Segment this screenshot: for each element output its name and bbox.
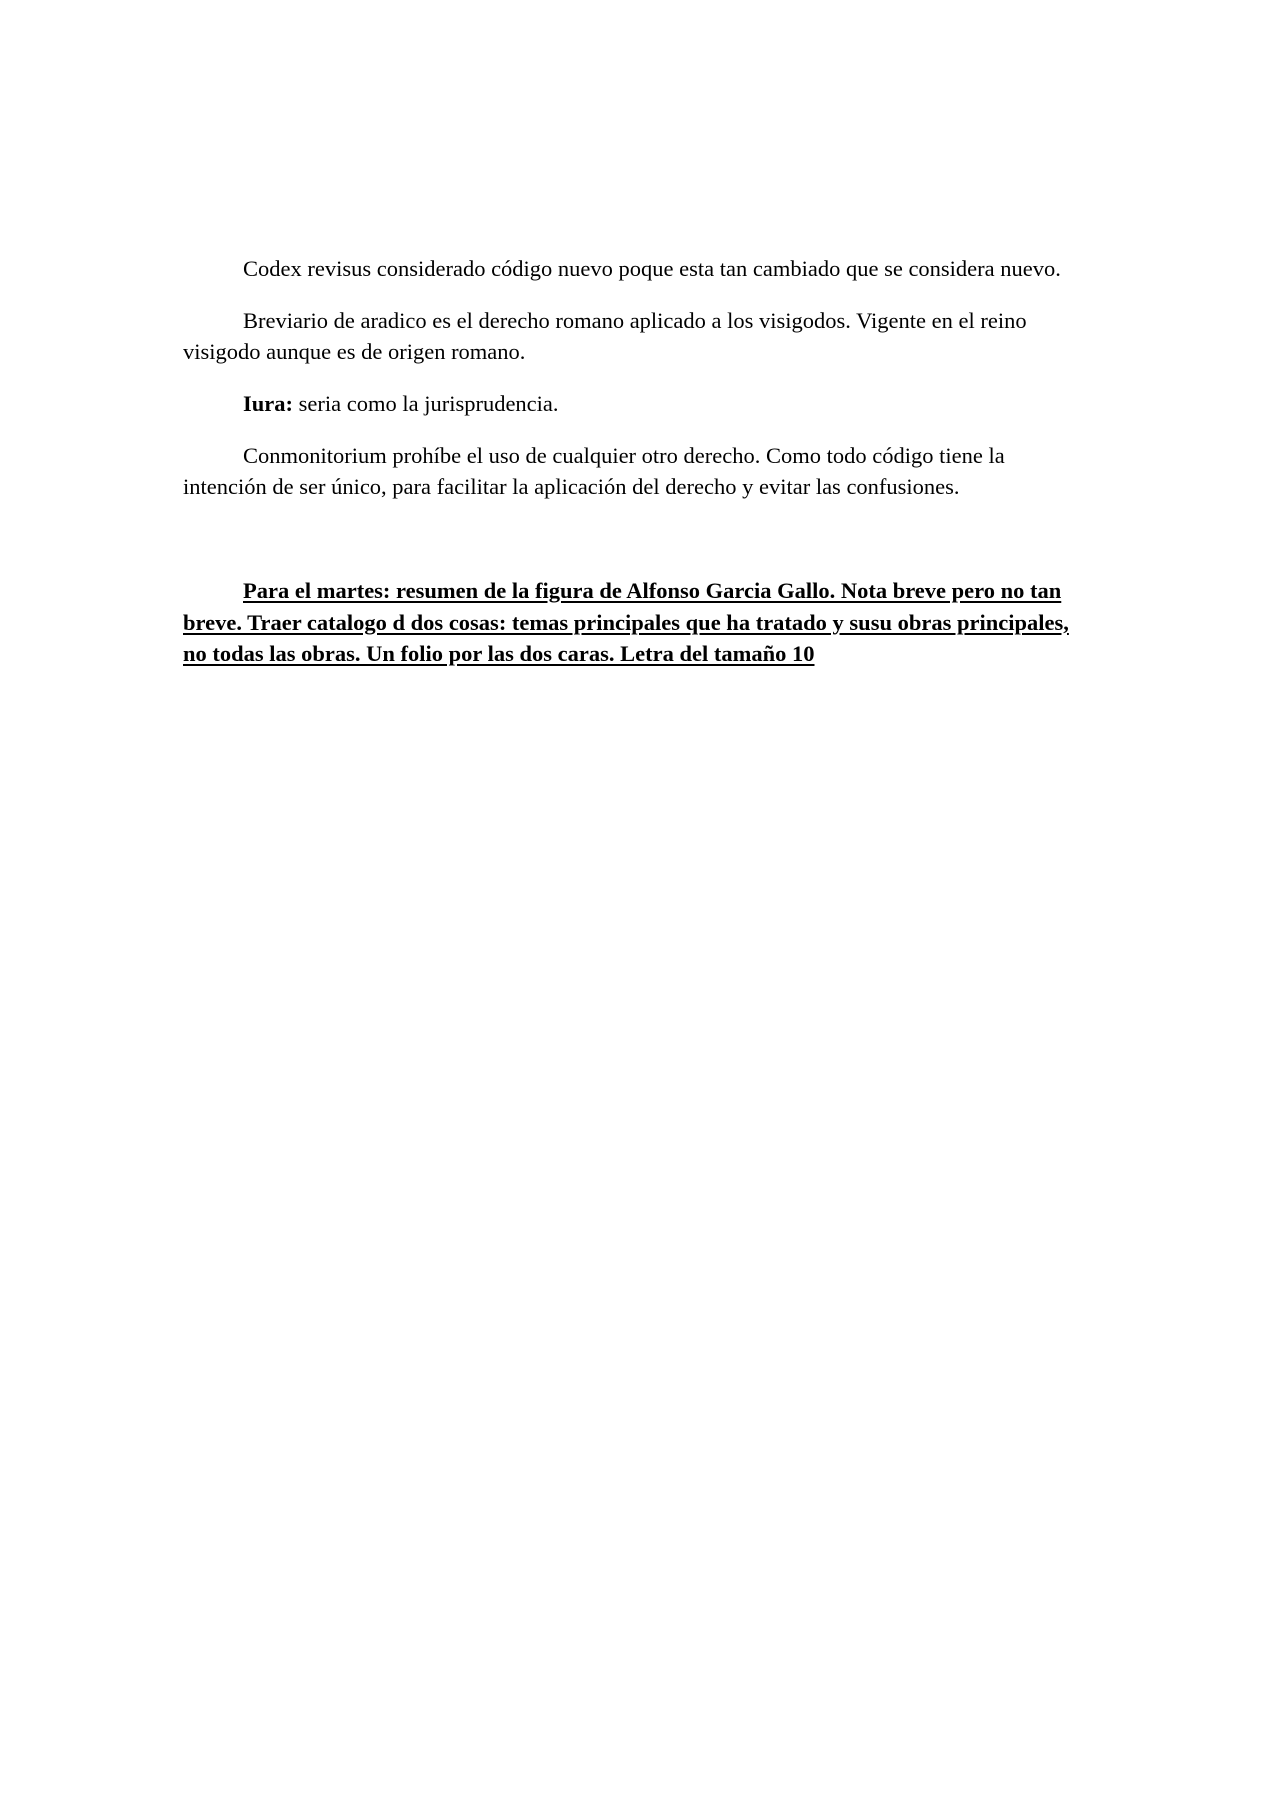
homework-note bbox=[183, 575, 1083, 670]
homework-note-text: Para el martes: resumen de la figura de Alfonso Garcia Gallo. Nota breve pero no tan breve. Traer catalogo d dos cosas: temas principales que ha tratado y susu obras principales, no todas las obras. Un folio por las dos caras. Letra del tamaño 10 bbox=[183, 578, 1069, 666]
paragraph-iura bbox=[183, 388, 1083, 419]
paragraph-breviario bbox=[183, 305, 1083, 367]
paragraph-codex-revisus bbox=[183, 253, 1083, 284]
document-body bbox=[183, 253, 1083, 691]
paragraph-conmonitorium bbox=[183, 440, 1083, 502]
iura-label: Iura: bbox=[243, 391, 293, 416]
paragraph-text: Conmonitorium prohíbe el uso de cualquier otro derecho. Como todo código tiene la intención de ser único, para facilitar la aplicación del derecho y evitar las confusiones. bbox=[183, 443, 1005, 499]
paragraph-text: seria como la jurisprudencia. bbox=[293, 391, 559, 416]
paragraph-text: Breviario de aradico es el derecho romano aplicado a los visigodos. Vigente en el reino visigodo aunque es de origen romano. bbox=[183, 308, 1027, 364]
paragraph-text: Codex revisus considerado código nuevo poque esta tan cambiado que se considera nuevo. bbox=[243, 256, 1061, 281]
